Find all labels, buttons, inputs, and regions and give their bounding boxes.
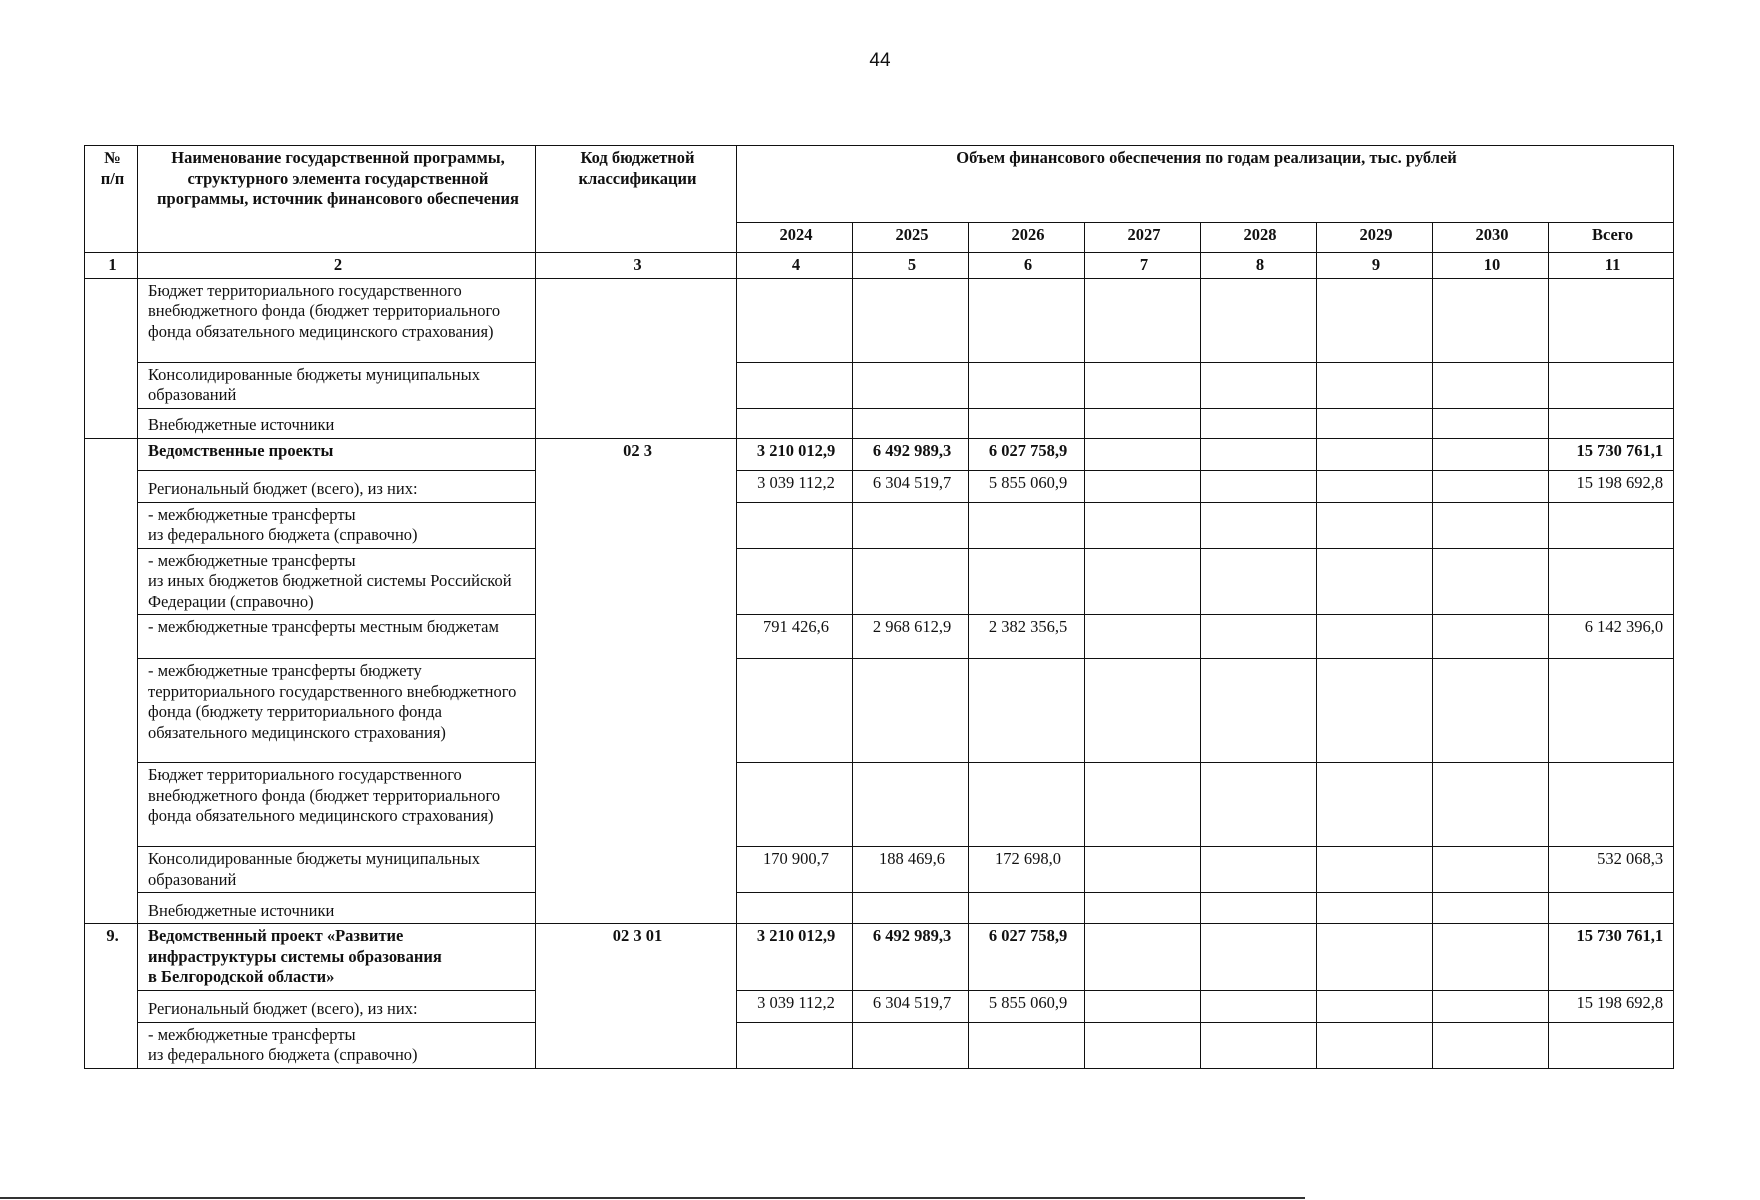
value-cell bbox=[969, 893, 1085, 924]
total-cell bbox=[1549, 278, 1674, 362]
value-cell bbox=[1201, 924, 1317, 991]
value-cell bbox=[969, 1022, 1085, 1068]
column-number: 9 bbox=[1317, 253, 1433, 279]
value-cell: 6 304 519,7 bbox=[853, 990, 969, 1022]
row-name: Внебюджетные источники bbox=[138, 893, 536, 924]
value-cell bbox=[1433, 847, 1549, 893]
table-row bbox=[85, 502, 1674, 548]
value-cell bbox=[853, 362, 969, 408]
value-cell bbox=[1085, 847, 1201, 893]
value-cell bbox=[1201, 548, 1317, 615]
column-number: 7 bbox=[1085, 253, 1201, 279]
total-cell: 15 730 761,1 bbox=[1549, 438, 1674, 470]
value-cell bbox=[969, 408, 1085, 438]
value-cell bbox=[1433, 893, 1549, 924]
total-cell: 532 068,3 bbox=[1549, 847, 1674, 893]
col-header-number: № п/п bbox=[85, 146, 138, 253]
year-2028: 2028 bbox=[1201, 223, 1317, 253]
value-cell bbox=[1201, 763, 1317, 847]
value-cell bbox=[1201, 470, 1317, 502]
value-cell: 172 698,0 bbox=[969, 847, 1085, 893]
total-cell bbox=[1549, 408, 1674, 438]
value-cell bbox=[853, 659, 969, 763]
value-cell bbox=[853, 502, 969, 548]
table-row bbox=[85, 615, 1674, 659]
value-cell bbox=[1433, 924, 1549, 991]
year-total: Всего bbox=[1549, 223, 1674, 253]
year-2024: 2024 bbox=[737, 223, 853, 253]
value-cell: 5 855 060,9 bbox=[969, 470, 1085, 502]
value-cell bbox=[737, 659, 853, 763]
table-row bbox=[85, 438, 1674, 470]
value-cell bbox=[1201, 1022, 1317, 1068]
value-cell bbox=[853, 278, 969, 362]
value-cell bbox=[737, 548, 853, 615]
value-cell bbox=[1317, 659, 1433, 763]
value-cell bbox=[1317, 893, 1433, 924]
year-2026: 2026 bbox=[969, 223, 1085, 253]
value-cell bbox=[1433, 659, 1549, 763]
value-cell bbox=[737, 1022, 853, 1068]
row-name: Внебюджетные источники bbox=[138, 408, 536, 438]
row-name: Бюджет территориального государственного внебюджетного фонда (бюджет территориального фонда обязательного медицинского страхования) bbox=[138, 763, 536, 847]
value-cell bbox=[1085, 924, 1201, 991]
value-cell: 170 900,7 bbox=[737, 847, 853, 893]
budget-code: 02 3 bbox=[536, 438, 737, 924]
value-cell: 3 039 112,2 bbox=[737, 470, 853, 502]
value-cell bbox=[1317, 763, 1433, 847]
table-row bbox=[85, 470, 1674, 502]
column-number: 1 bbox=[85, 253, 138, 279]
column-number: 8 bbox=[1201, 253, 1317, 279]
value-cell bbox=[1433, 438, 1549, 470]
total-cell: 15 730 761,1 bbox=[1549, 924, 1674, 991]
value-cell bbox=[853, 1022, 969, 1068]
financing-table bbox=[84, 145, 1674, 1069]
value-cell bbox=[1317, 278, 1433, 362]
value-cell: 6 492 989,3 bbox=[853, 438, 969, 470]
value-cell: 3 039 112,2 bbox=[737, 990, 853, 1022]
row-name: Бюджет территориального государственного внебюджетного фонда (бюджет территориального фонда обязательного медицинского страхования) bbox=[138, 278, 536, 362]
year-2027: 2027 bbox=[1085, 223, 1201, 253]
value-cell bbox=[1085, 990, 1201, 1022]
value-cell bbox=[1085, 615, 1201, 659]
value-cell bbox=[1201, 659, 1317, 763]
column-number-row bbox=[85, 253, 1674, 279]
col-header-volume: Объем финансового обеспечения по годам реализации, тыс. рублей bbox=[737, 146, 1674, 223]
table-row bbox=[85, 659, 1674, 763]
value-cell bbox=[969, 502, 1085, 548]
value-cell bbox=[737, 502, 853, 548]
value-cell bbox=[969, 763, 1085, 847]
value-cell bbox=[1317, 502, 1433, 548]
value-cell bbox=[1433, 408, 1549, 438]
value-cell bbox=[1317, 924, 1433, 991]
value-cell bbox=[1085, 438, 1201, 470]
table-row bbox=[85, 990, 1674, 1022]
value-cell bbox=[1201, 847, 1317, 893]
value-cell bbox=[1317, 548, 1433, 615]
value-cell bbox=[1317, 362, 1433, 408]
total-cell bbox=[1549, 659, 1674, 763]
table-row bbox=[85, 278, 1674, 362]
value-cell bbox=[737, 408, 853, 438]
value-cell bbox=[1433, 763, 1549, 847]
value-cell bbox=[1317, 470, 1433, 502]
value-cell bbox=[969, 362, 1085, 408]
value-cell: 6 304 519,7 bbox=[853, 470, 969, 502]
value-cell bbox=[969, 548, 1085, 615]
value-cell bbox=[1085, 278, 1201, 362]
value-cell bbox=[1433, 990, 1549, 1022]
value-cell bbox=[1201, 408, 1317, 438]
value-cell: 6 492 989,3 bbox=[853, 924, 969, 991]
row-name: - межбюджетные трансферты из иных бюджетов бюджетной системы Российской Федерации (справочно) bbox=[138, 548, 536, 615]
table-body bbox=[85, 146, 1674, 1069]
value-cell bbox=[1317, 438, 1433, 470]
total-cell bbox=[1549, 548, 1674, 615]
row-name: Консолидированные бюджеты муниципальных образований bbox=[138, 362, 536, 408]
row-number-cell bbox=[85, 278, 138, 438]
value-cell bbox=[1201, 615, 1317, 659]
value-cell: 791 426,6 bbox=[737, 615, 853, 659]
value-cell bbox=[1085, 763, 1201, 847]
total-cell bbox=[1549, 893, 1674, 924]
row-name: Региональный бюджет (всего), из них: bbox=[138, 990, 536, 1022]
value-cell bbox=[737, 763, 853, 847]
value-cell: 2 968 612,9 bbox=[853, 615, 969, 659]
column-number: 6 bbox=[969, 253, 1085, 279]
value-cell: 6 027 758,9 bbox=[969, 924, 1085, 991]
value-cell bbox=[1085, 548, 1201, 615]
column-number: 5 bbox=[853, 253, 969, 279]
total-cell: 15 198 692,8 bbox=[1549, 470, 1674, 502]
table-row bbox=[85, 924, 1674, 991]
value-cell: 2 382 356,5 bbox=[969, 615, 1085, 659]
value-cell bbox=[737, 893, 853, 924]
value-cell bbox=[1201, 362, 1317, 408]
row-name: Региональный бюджет (всего), из них: bbox=[138, 470, 536, 502]
row-name: - межбюджетные трансферты из федерального бюджета (справочно) bbox=[138, 502, 536, 548]
table-row bbox=[85, 548, 1674, 615]
column-number: 10 bbox=[1433, 253, 1549, 279]
table-row bbox=[85, 847, 1674, 893]
column-number: 4 bbox=[737, 253, 853, 279]
value-cell bbox=[1433, 502, 1549, 548]
value-cell bbox=[1085, 893, 1201, 924]
value-cell bbox=[853, 548, 969, 615]
year-2025: 2025 bbox=[853, 223, 969, 253]
value-cell bbox=[1433, 278, 1549, 362]
value-cell: 3 210 012,9 bbox=[737, 438, 853, 470]
value-cell bbox=[1317, 615, 1433, 659]
year-2030: 2030 bbox=[1433, 223, 1549, 253]
col-header-code: Код бюджетной классификации bbox=[536, 146, 737, 253]
value-cell: 3 210 012,9 bbox=[737, 924, 853, 991]
value-cell bbox=[1201, 502, 1317, 548]
value-cell bbox=[1433, 548, 1549, 615]
value-cell bbox=[1317, 1022, 1433, 1068]
value-cell bbox=[1433, 1022, 1549, 1068]
header-row bbox=[85, 146, 1674, 223]
total-cell bbox=[1549, 502, 1674, 548]
page-number: 44 bbox=[869, 50, 891, 71]
column-number: 3 bbox=[536, 253, 737, 279]
row-number: 9. bbox=[85, 924, 138, 1069]
total-cell bbox=[1549, 763, 1674, 847]
row-name: - межбюджетные трансферты местным бюджетам bbox=[138, 615, 536, 659]
total-cell: 6 142 396,0 bbox=[1549, 615, 1674, 659]
row-code-cell bbox=[536, 278, 737, 438]
column-number: 2 bbox=[138, 253, 536, 279]
row-name: - межбюджетные трансферты из федерального бюджета (справочно) bbox=[138, 1022, 536, 1068]
value-cell bbox=[969, 659, 1085, 763]
value-cell bbox=[1085, 408, 1201, 438]
budget-code: 02 3 01 bbox=[536, 924, 737, 1069]
value-cell bbox=[853, 893, 969, 924]
value-cell bbox=[1085, 362, 1201, 408]
value-cell bbox=[1201, 438, 1317, 470]
column-number: 11 bbox=[1549, 253, 1674, 279]
total-cell bbox=[1549, 1022, 1674, 1068]
value-cell bbox=[853, 408, 969, 438]
year-2029: 2029 bbox=[1317, 223, 1433, 253]
value-cell bbox=[1085, 470, 1201, 502]
value-cell bbox=[1201, 893, 1317, 924]
row-name: Консолидированные бюджеты муниципальных образований bbox=[138, 847, 536, 893]
table-row bbox=[85, 408, 1674, 438]
value-cell: 5 855 060,9 bbox=[969, 990, 1085, 1022]
value-cell bbox=[1433, 615, 1549, 659]
table-row bbox=[85, 362, 1674, 408]
row-number-cell bbox=[85, 438, 138, 924]
value-cell bbox=[1433, 470, 1549, 502]
row-name: Ведомственный проект «Развитие инфраструктуры системы образования в Белгородской области» bbox=[138, 924, 536, 991]
table-row bbox=[85, 1022, 1674, 1068]
table-row bbox=[85, 763, 1674, 847]
value-cell bbox=[1317, 847, 1433, 893]
total-cell bbox=[1549, 362, 1674, 408]
col-header-name: Наименование государственной программы, структурного элемента государственной программы, источник финансового обеспечения bbox=[138, 146, 536, 253]
value-cell bbox=[1317, 990, 1433, 1022]
value-cell bbox=[1201, 278, 1317, 362]
value-cell bbox=[969, 278, 1085, 362]
value-cell bbox=[737, 362, 853, 408]
row-name: - межбюджетные трансферты бюджету территориального государственного внебюджетного фонда (бюджету территориального фонда обязательного медицинского страхования) bbox=[138, 659, 536, 763]
value-cell bbox=[1433, 362, 1549, 408]
row-name: Ведомственные проекты bbox=[138, 438, 536, 470]
value-cell bbox=[1317, 408, 1433, 438]
value-cell bbox=[1085, 659, 1201, 763]
value-cell bbox=[737, 278, 853, 362]
value-cell: 6 027 758,9 bbox=[969, 438, 1085, 470]
total-cell: 15 198 692,8 bbox=[1549, 990, 1674, 1022]
value-cell bbox=[1085, 1022, 1201, 1068]
value-cell bbox=[1085, 502, 1201, 548]
value-cell: 188 469,6 bbox=[853, 847, 969, 893]
value-cell bbox=[1201, 990, 1317, 1022]
value-cell bbox=[853, 763, 969, 847]
bottom-rule bbox=[0, 1197, 1305, 1199]
table-row bbox=[85, 893, 1674, 924]
